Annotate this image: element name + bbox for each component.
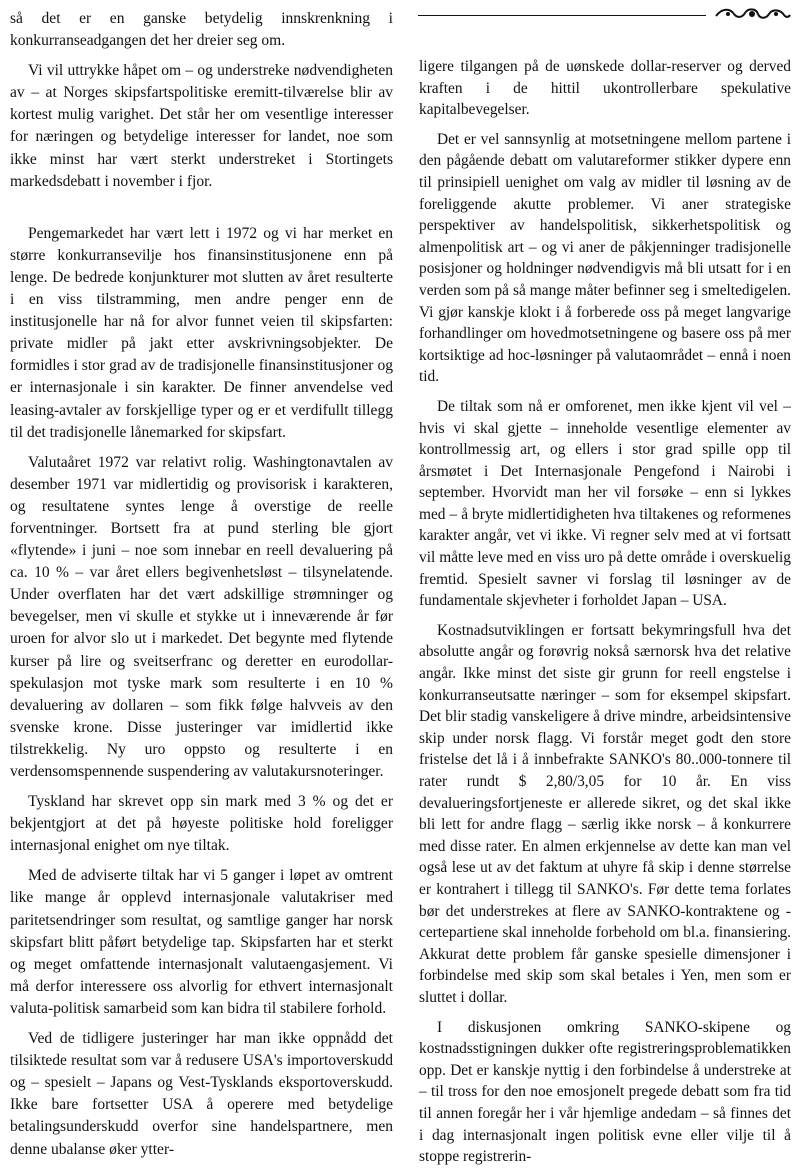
paragraph: ligere tilgangen på de uønskede dollar-reserver og derved kraften i de hittil ukontrollerbare spekulative kapitalbevegelser. — [419, 58, 791, 119]
paragraph: Valutaåret 1972 var relativt rolig. Washingtonavtalen av desember 1971 var midlertidig og provisorisk i karakteren, og resultatene syntes lenge å overstige de reelle forventninger. Bortsett fra at pund sterling ble gjort «flytende» i juni – noe som innebar en reell devaluering på ca. 10 % – var året ellers begivenhetsløst – tilsynelatende. Under overflaten har det vært adskillige strømninger og bevegelser, men vi skulle et stykke ut i inneværende år før uroen for alvor slo ut i markedet. Det begynte med flytende kurser på lire og sveitserfranc og deretter en eurodollar-spekulasjon mot tyske mark som resulterte i en 10 % devaluering av dollaren – som fikk følge halvveis av den svenske krone. Disse justeringer var imidlertid ikke tilstrekkelig. Ny uro oppsto og resulterte i en verdensomspennende suspendering av valutakursnoteringer. — [10, 453, 393, 780]
header-ornament-icon — [712, 4, 792, 24]
paragraph: Vi vil uttrykke håpet om – og understreke nødvendigheten av – at Norges skipsfartspolitiske eremitt-tilværelse blir av kortest mulig varighet. Det står her om vesentlige interesser for næringen og betydelige interesser for landet, noe som ikke minst har vært sterkt understreket i Stortingets markedsdebatt i november i fjor. — [10, 62, 393, 190]
header-rule — [418, 15, 706, 16]
paragraph: så det er en ganske betydelig innskrenkning i konkurranseadgangen det her dreier seg om. — [10, 10, 393, 50]
paragraph: Tyskland har skrevet opp sin mark med 3 % og det er bekjentgjort at det på høyeste politiske hold foreligger internasjonal enighet om nye tiltak. — [10, 793, 393, 855]
paragraph: Pengemarkedet har vært lett i 1972 og vi har merket en større konkurransevilje hos finansinstitusjonene enn på lenge. De bedrede konjunkturer mot slutten av året resulterte i en viss tilstramming, men andre penger enn de institusjonelle har nå for alvor funnet veien til skipsfarten: private midler på jakt etter avskrivningsobjekter. De formidles i stor grad av de tradisjonelle finansinstitusjoner og er internasjonale i sin karakter. De finner anvendelse ved leasing-avtaler av forskjellige typer og er et verdifullt tillegg til det tradisjonelle lånemarked for skipsfart. — [10, 224, 393, 441]
paragraph: De tiltak som nå er omforenet, men ikke kjent vil vel – hvis vi skal gjette – inneholde vesentlige elementer av kontrollmessig art, og ellers i stor grad spille opp til årsmøtet i Det Internasjonale Pengefond i Nairobi i september. Hvorvidt man her vil forsøke – enn si lykkes med – å bryte midlertidigheten hva tiltakenes og reformenes karakter angår, vet vi ikke. Vi regner selv med at vi fortsatt vil måtte leve med en viss uro på dette område i overskuelig fremtid. Spesielt savner vi forslag til løsninger av de fundamentale skjevheter i forholdet Japan – USA. — [419, 397, 791, 610]
left-column — [10, 0, 393, 1161]
paragraph: Det er vel sannsynlig at motsetningene mellom partene i den pågående debatt om valutareformer stikker dypere enn til prinsipiell uenighet om valg av midler til løsning av de foreliggende akutte problemer. Vi aner strategiske perspektiver av handelspolitisk, sikkerhetspolitisk og almenpolitisk art – og vi aner de påkjenninger tradisjonelle posisjoner og holdninger nødvendigvis må bli utsatt for i en verden som på så mange måter befinner seg i smeltedigelen. Vi gjør kanskje klokt i å forberede oss på meget langvarige forhandlinger om hovedmotsetningene og basere oss på mer kortsiktige ad hoc-løsninger på valutaområdet – ennå i noen tid. — [419, 130, 791, 386]
right-column — [419, 56, 791, 1168]
paragraph: Med de adviserte tiltak har vi 5 ganger i løpet av omtrent like mange år opplevd internasjonale valutakriser med paritetsendringer som resultat, og samtlige ganger har norsk skipsfart blitt påført betydelige tap. Skipsfarten har et sterkt og meget omfattende internasjonalt valutaengasjement. Vi må derfor interessere oss alvorlig for ethvert internasjonalt valuta-politisk samarbeid som kan bidra til stabilere forhold. — [10, 867, 393, 1017]
paragraph: I diskusjonen omkring SANKO-skipene og kostnadsstigningen dukker ofte registreringsproblematikken opp. Det er kanskje nyttig i den forbindelse å understreke at – til tross for den noe emosjonelt pregede debatt som fra tid til annen foregår her i vår hjemlige andedam – så finnes det i dag internasjonalt ingen politisk evne eller vilje til å stoppe registrerin- — [419, 1018, 791, 1166]
paragraph: Ved de tidligere justeringer har man ikke oppnådd det tilsiktede resultat som var å redusere USA's importoverskudd og – spesielt – Japans og Vest-Tysklands eksportoverskudd. Ikke bare fortsetter USA å operere med betydelige betalingsunderskudd overfor sine handelspartnere, men denne ubalanse øker ytter- — [10, 1030, 393, 1158]
paragraph: Kostnadsutviklingen er fortsatt bekymringsfull hva det absolutte angår og forøvrig nokså særnorsk hva det relative angår. Ikke minst det siste gir grunn for reell engstelse i konkurranseutsatte næringer – som for eksempel skipsfart. Det blir stadig vanskeligere å drive mindre, arbeidsintensive skip under norsk flagg. Vi forstår meget godt den store fristelse det lå i å innbefrakte SANKO's 80..000-tonnere til rater rundt $ 2,80/3,05 for 10 år. En viss devalueringsfortjeneste er allerede sikret, og det skal ikke bli lett for andre flagg – særlig ikke norsk – å konkurrere med disse rater. En almen erkjennelse av dette kan man vel også lese ut av det faktum at uhyre få skip i denne størrelse er kontrahert i tillegg til SANKO's. Før dette tema forlates bør det understrekes at flere av SANKO-kontraktene og -certepartiene skal inneholde forbehold om bl.a. finansiering. Akkurat dette problem får ganske spesielle dimensjoner i forbindelse med skip som skal betales i Yen, men som er sluttet i dollar. — [419, 621, 791, 1006]
